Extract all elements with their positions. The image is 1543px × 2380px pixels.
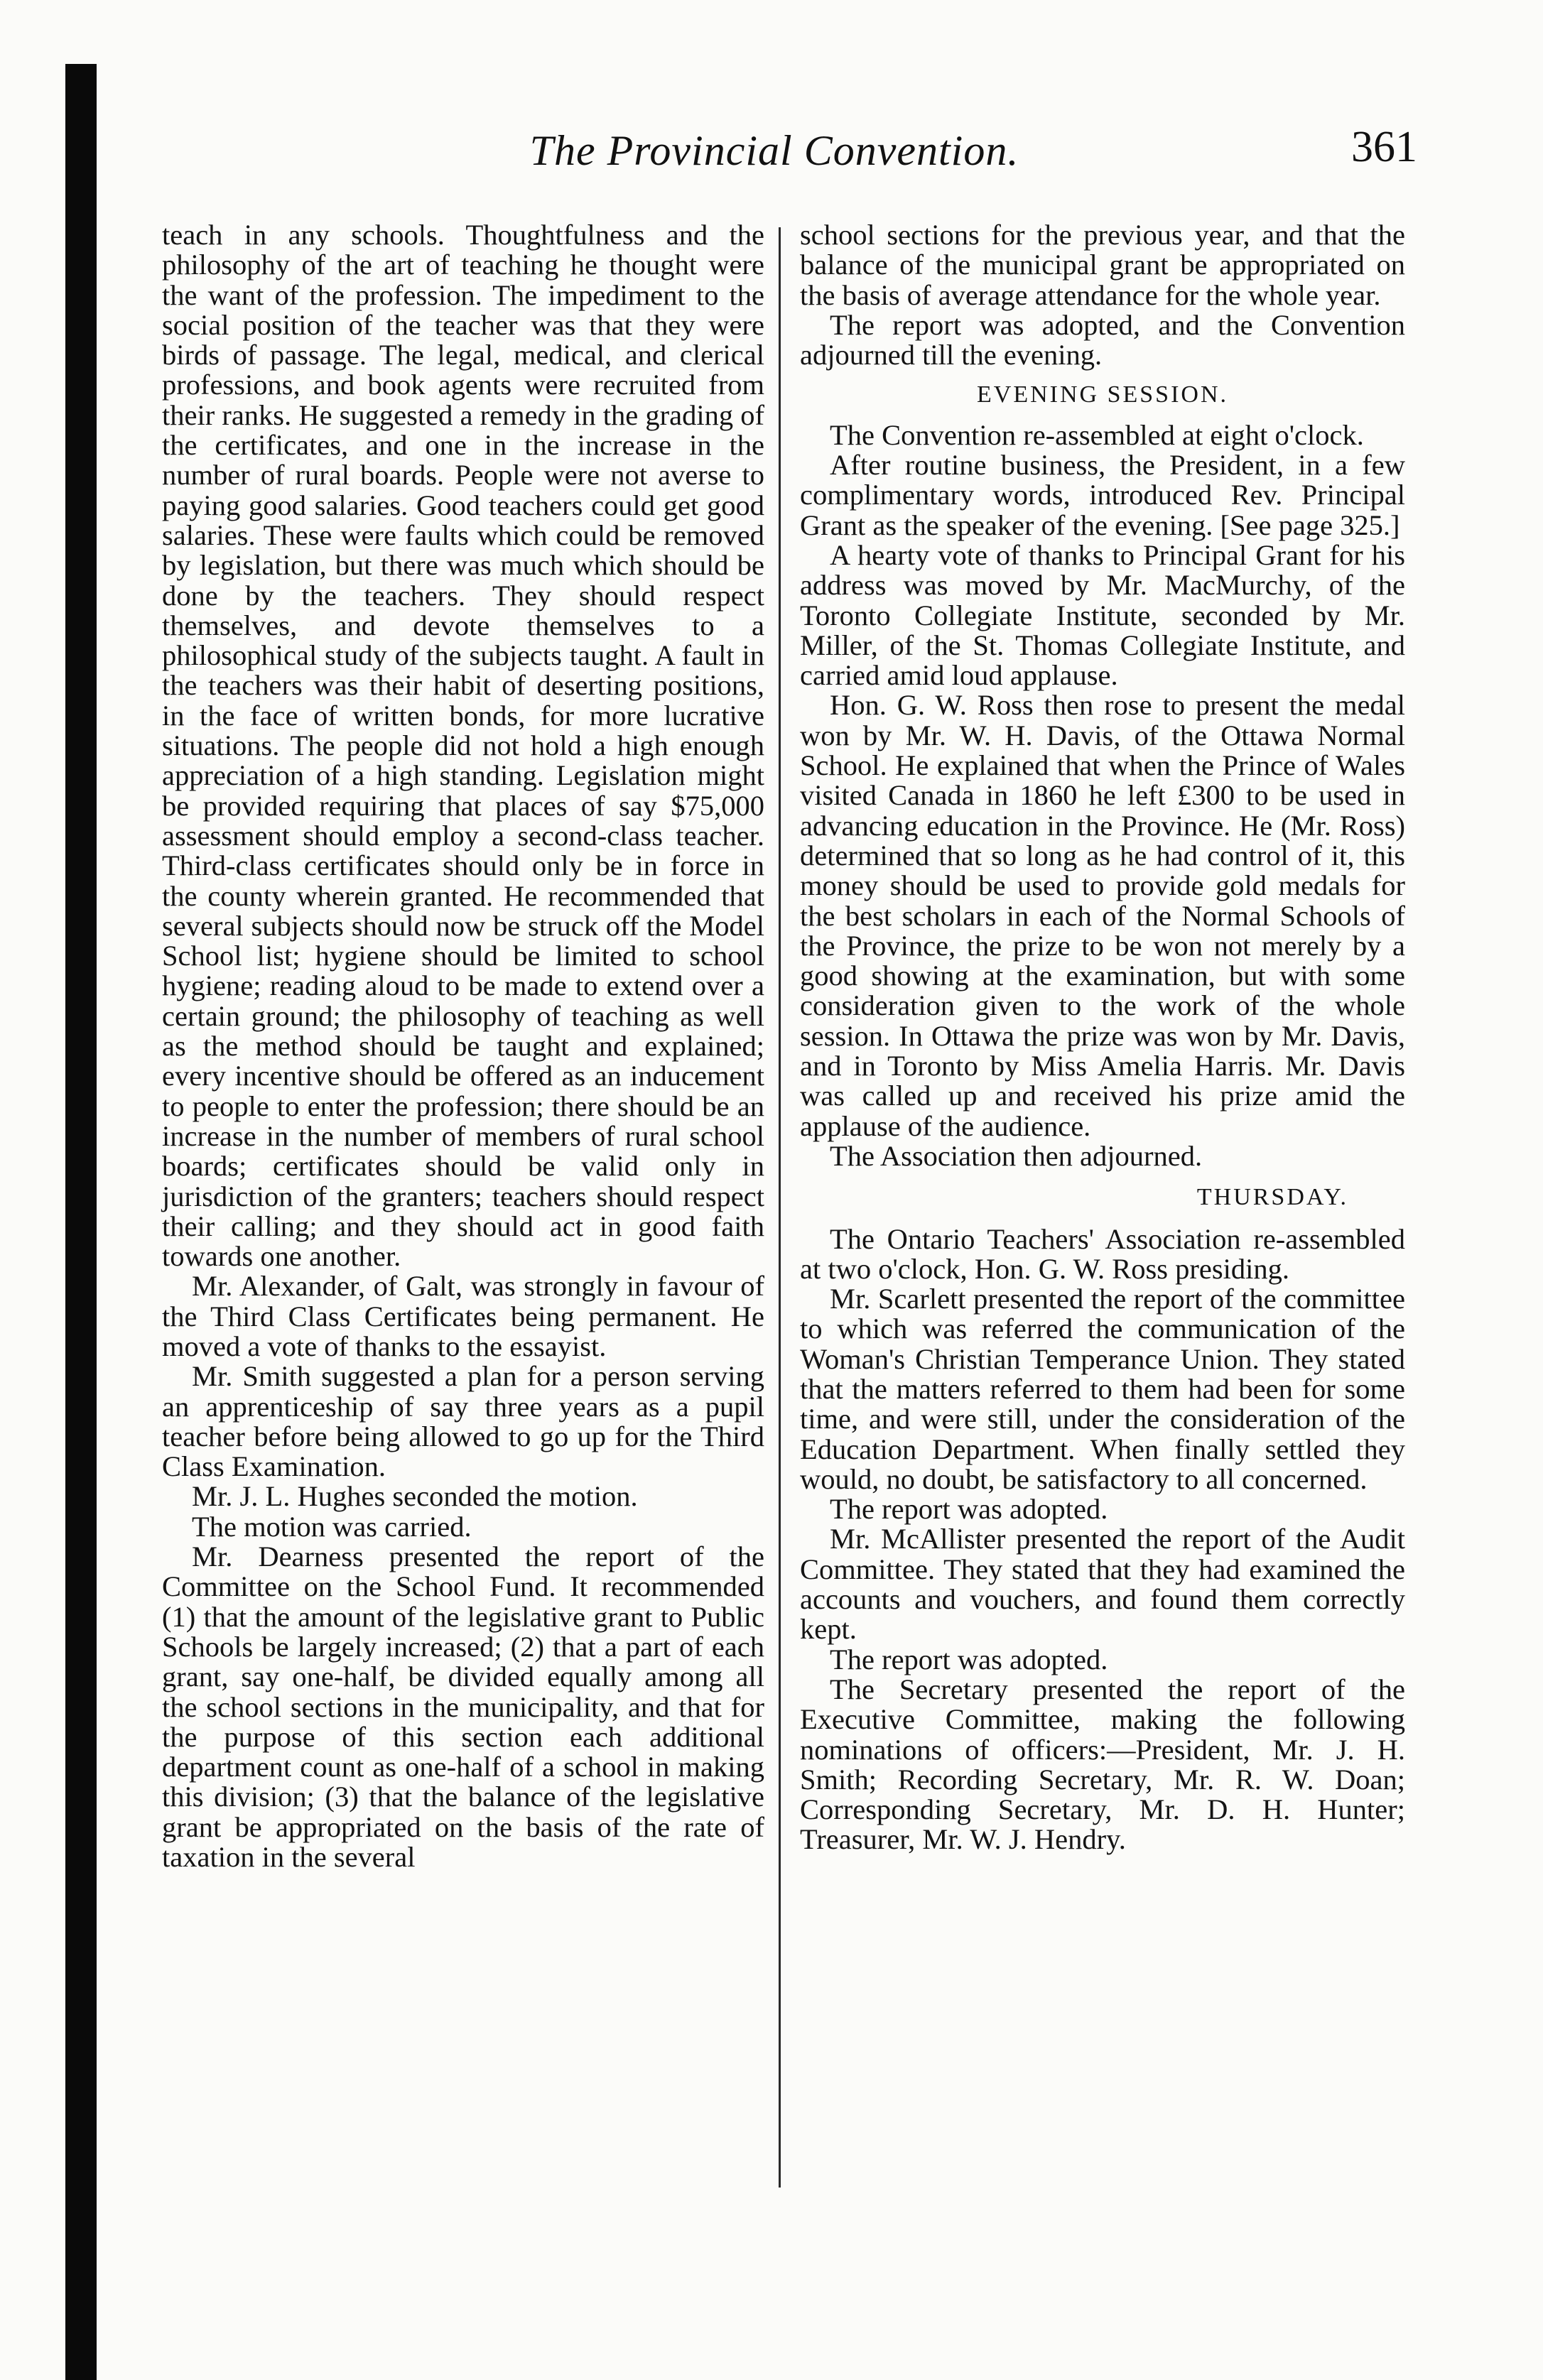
left-column	[162, 220, 764, 1872]
paragraph: Mr. McAllister presented the report of the Audit Committee. They stated that they had examined the accounts and vouchers, and found them correctly kept.	[800, 1523, 1405, 1646]
binding-shadow	[65, 64, 97, 2380]
right-column	[800, 220, 1405, 1855]
paragraph: Mr. Alexander, of Galt, was strongly in favour of the Third Class Certificates being permanent. He moved a vote of thanks to the essayist.	[162, 1270, 764, 1362]
paragraph: After routine business, the President, in a few complimentary words, introduced Rev. Principal Grant as the speaker of the evening. [See page 325.]	[800, 449, 1405, 541]
paragraph: teach in any schools. Thoughtfulness and the philosophy of the art of teaching he thought were the want of the profession. The impediment to the social position of the teacher was that they were birds of passage. The legal, medical, and clerical professions, and book agents were recruited from their ranks. He suggested a remedy in the grading of the certificates, and one in the increase in the number of rural boards. People were not averse to paying good salaries. Good teachers could get good salaries. These were faults which could be removed by legislation, but there was much which should be done by the teachers. They should respect themselves, and devote themselves to a philosophical study of the subjects taught. A fault in the teachers was their habit of deserting positions, in the face of written bonds, for more lucrative situations. The people did not hold a high enough appreciation of a high standing. Legislation might be provided requiring that places of say $75,000 assessment should employ a second-class teacher. Third-class certificates should only be in force in the county wherein granted. He recommended that several subjects should now be struck off the Model School list; hygiene should be limited to school hygiene; reading aloud to be made to extend over a certain ground; the philosophy of teaching as well as the method should be taught and explained; every incentive should be offered as an inducement to people to enter the profession; there should be an increase in the number of members of rural school boards; certificates should be valid only in jurisdiction of the granters; teachers should respect their calling; and they should act in good faith towards one another.	[162, 219, 764, 1273]
paragraph: The report was adopted.	[830, 1643, 1108, 1675]
paragraph: Mr. Smith suggested a plan for a person serving an apprenticeship of say three years as a pupil teacher before being allowed to go up for the Third Class Examination.	[162, 1360, 764, 1483]
paragraph: Mr. J. L. Hughes seconded the motion.	[192, 1480, 638, 1513]
section-heading-evening: EVENING SESSION.	[977, 381, 1228, 408]
paragraph: The Association then adjourned.	[830, 1139, 1203, 1172]
column-divider	[779, 227, 781, 2188]
paragraph: The report was adopted, and the Convention adjourned till the evening.	[800, 308, 1405, 371]
paragraph: The motion was carried.	[192, 1510, 472, 1543]
paragraph: A hearty vote of thanks to Principal Grant for his address was moved by Mr. MacMurchy, of the Toronto Collegiate Institute, seconded by Mr. Miller, of the St. Thomas Collegiate Institute, and carried amid loud applause.	[800, 538, 1405, 692]
paragraph: The Ontario Teachers' Association re-assembled at two o'clock, Hon. G. W. Ross presiding.	[800, 1222, 1405, 1285]
page-number: 361	[1351, 123, 1417, 171]
section-heading-thursday: THURSDAY.	[1196, 1184, 1348, 1211]
paragraph: The Convention re-assembled at eight o'clock.	[830, 418, 1364, 451]
paragraph: The Secretary presented the report of the Executive Committee, making the following nominations of officers:—President, Mr. J. H. Smith; Recording Secretary, Mr. R. W. Doan; Corresponding Secretary, Mr. D. H. Hunter; Treasurer, Mr. W. J. Hendry.	[800, 1673, 1405, 1856]
paragraph: Mr. Scarlett presented the report of the committee to which was referred the communication of the Woman's Christian Temperance Union. They stated that the matters referred to them had been for some time, and were still, under the consideration of the Education Department. When finally settled they would, no doubt, be satisfactory to all concerned.	[800, 1283, 1405, 1495]
paragraph: Mr. Dearness presented the report of the Committee on the School Fund. It recommended (1) that the amount of the legislative grant to Public Schools be largely increased; (2) that a part of each grant, say one-half, be divided equally among all the school sections in the municipality, and that for the purpose of this section each additional department count as one-half of a school in making this division; (3) that the balance of the legislative grant be appropriated on the basis of the rate of taxation in the several	[162, 1541, 764, 1874]
paragraph: The report was adopted.	[830, 1493, 1108, 1526]
paragraph: Hon. G. W. Ross then rose to present the medal won by Mr. W. H. Davis, of the Ottawa Normal School. He explained that when the Prince of Wales visited Canada in 1860 he left £300 to be used in advancing education in the Province. He (Mr. Ross) determined that so long as he had control of it, this money should be used to provide gold medals for the best scholars in each of the Normal Schools of the Province, the prize to be won not merely by a good showing at the examination, but with some consideration given to the work of the whole session. In Ottawa the prize was won by Mr. Davis, and in Toronto by Miss Amelia Harris. Mr. Davis was called up and received his prize amid the applause of the audience.	[800, 689, 1405, 1142]
running-head: The Provincial Convention.	[529, 127, 1019, 174]
paragraph: school sections for the previous year, and that the balance of the municipal grant be appropriated on the basis of average attendance for the whole year.	[800, 219, 1405, 311]
